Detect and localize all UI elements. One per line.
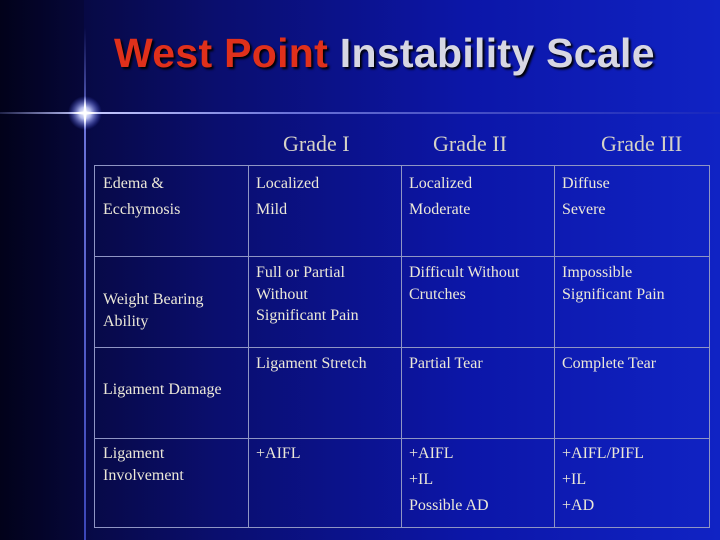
page-title [114, 30, 655, 77]
row-label-ligament-involvement [103, 443, 184, 487]
label-line: Involvement [103, 467, 184, 484]
cell-line: +AIFL [409, 445, 454, 462]
sparkle-icon [66, 94, 104, 132]
cell-line: +AD [562, 497, 595, 514]
label-line: Ecchymosis [103, 201, 181, 218]
cell-edema-grade-3 [562, 171, 610, 223]
cell-edema-grade-1 [256, 171, 319, 223]
title-part-1: West Point [114, 30, 329, 76]
cell-line: +IL [562, 471, 587, 488]
row-divider [95, 256, 709, 257]
cell-line: Severe [562, 201, 606, 218]
cell-weight-grade-1 [256, 262, 359, 327]
cell-line: Localized [409, 175, 473, 192]
cell-weight-grade-2 [409, 262, 519, 305]
column-header-grade-1: Grade I [283, 131, 350, 156]
cell-line: Possible AD [409, 497, 489, 514]
cell-line: Mild [256, 201, 288, 218]
row-label-weight-bearing [103, 289, 203, 333]
cell-line: Diffuse [562, 175, 610, 192]
cell-line: Complete Tear [562, 355, 657, 372]
cell-line: Full or Partial [256, 264, 345, 281]
title-part-2: Instability Scale [339, 30, 655, 76]
label-line: Ability [103, 313, 149, 330]
cell-edema-grade-2 [409, 171, 472, 223]
cell-line: Impossible [562, 264, 633, 281]
column-header-grade-2: Grade II [433, 131, 507, 156]
cell-line: Moderate [409, 201, 471, 218]
row-label-ligament-damage [103, 379, 222, 401]
cell-line: Partial Tear [409, 355, 483, 372]
column-header-grade-3: Grade III [601, 131, 683, 156]
cell-line: +AIFL [256, 445, 301, 462]
cell-line: +AIFL/PIFL [562, 445, 644, 462]
label-line: Ligament Damage [103, 381, 222, 398]
cell-line: Difficult Without [409, 264, 520, 281]
cell-damage-grade-1 [256, 353, 367, 375]
cell-involvement-grade-2 [409, 441, 489, 519]
instability-table [94, 165, 710, 528]
label-line: Edema & [103, 175, 164, 192]
horizontal-accent-line [0, 112, 720, 114]
cell-involvement-grade-1 [256, 441, 301, 467]
label-line: Weight Bearing [103, 291, 204, 308]
row-divider [95, 347, 709, 348]
cell-line: Localized [256, 175, 320, 192]
cell-line: Ligament Stretch [256, 355, 367, 372]
cell-damage-grade-2 [409, 353, 483, 375]
label-line: Ligament [103, 445, 165, 462]
cell-line: +IL [409, 471, 434, 488]
cell-damage-grade-3 [562, 353, 656, 375]
cell-line: Significant Pain [256, 307, 359, 324]
row-divider [95, 438, 709, 439]
row-label-edema [103, 171, 180, 223]
cell-line: Crutches [409, 285, 466, 303]
cell-line: Without [256, 285, 308, 303]
cell-line: Significant Pain [562, 285, 665, 303]
cell-weight-grade-3 [562, 262, 665, 305]
left-decorative-band [0, 0, 84, 540]
cell-involvement-grade-3 [562, 441, 644, 519]
